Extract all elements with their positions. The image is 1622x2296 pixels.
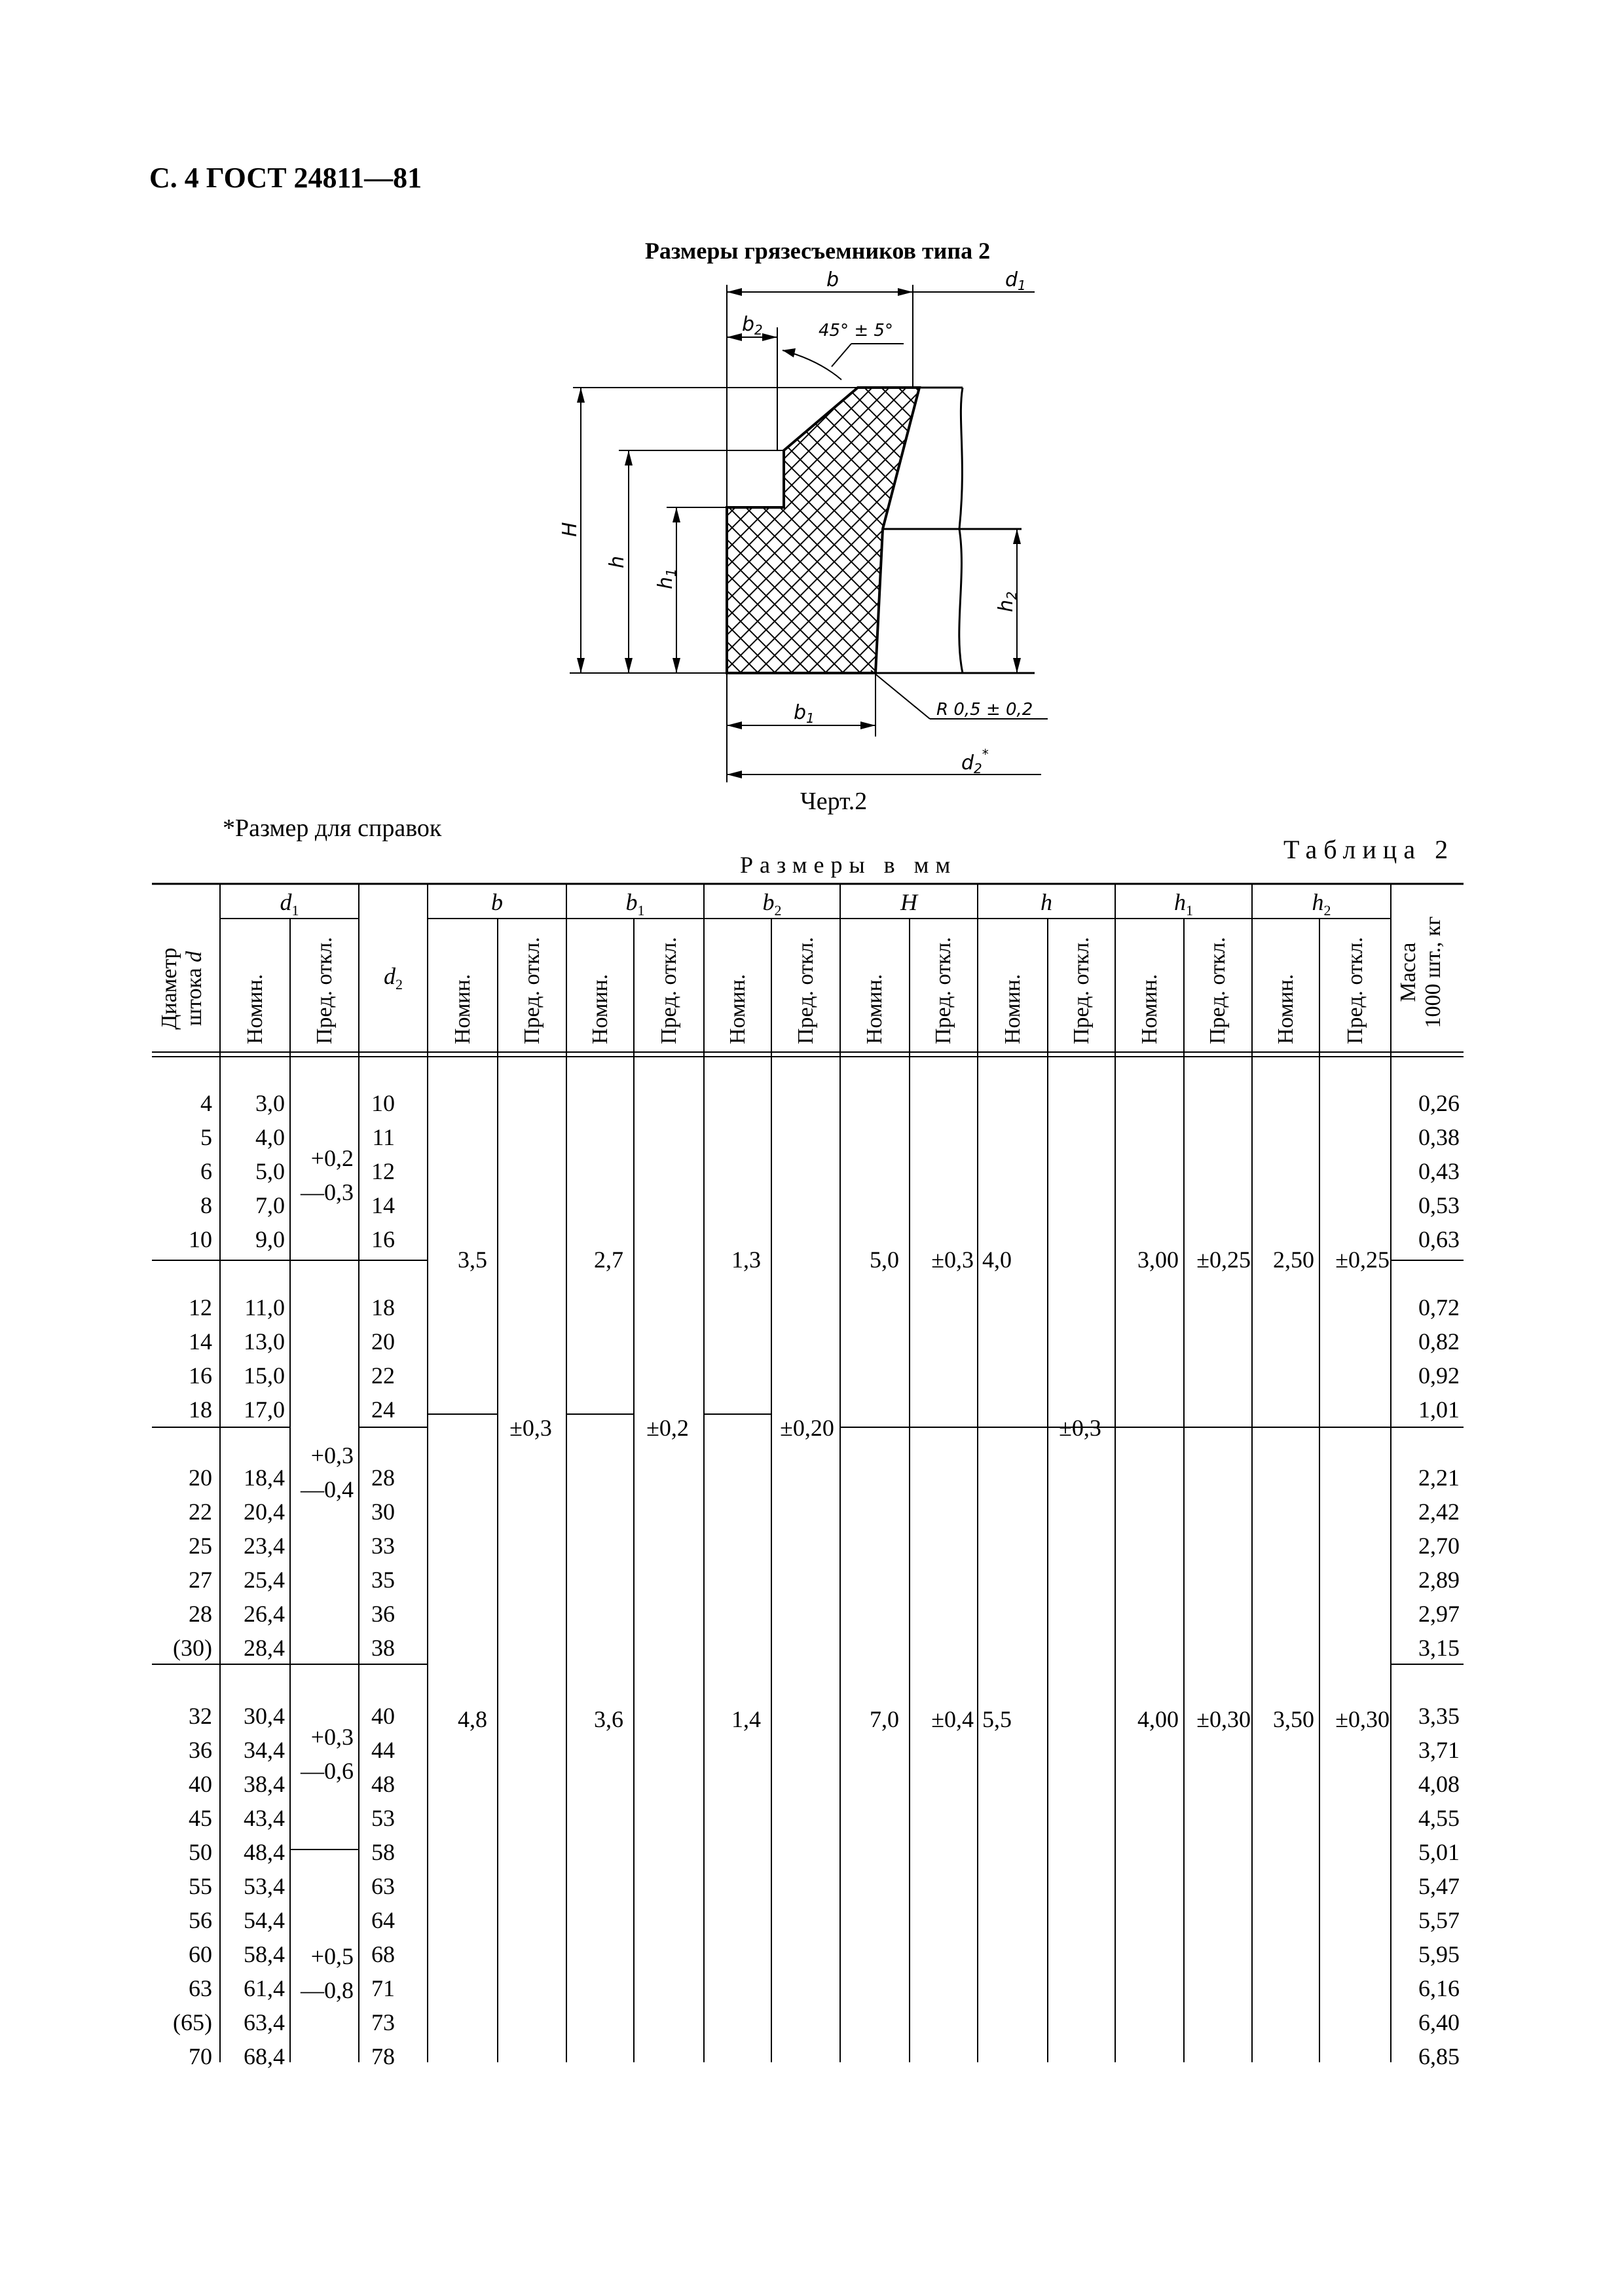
row-d2: 16 xyxy=(371,1226,395,1252)
group2-h2: 3,50 xyxy=(1273,1706,1314,1732)
head-nominal: Номин. xyxy=(1000,974,1025,1044)
row-mass: 2,70 xyxy=(1418,1533,1460,1559)
group1-h2-tol: ±0,25 xyxy=(1335,1247,1390,1273)
row-d1-nominal: 20,4 xyxy=(244,1499,285,1525)
row-diameter: 28 xyxy=(189,1601,212,1627)
row-d2: 71 xyxy=(371,1975,395,2001)
row-diameter: 16 xyxy=(189,1362,212,1389)
group1-b2: 1,3 xyxy=(731,1247,761,1273)
row-mass: 2,89 xyxy=(1418,1567,1460,1593)
row-mass: 3,35 xyxy=(1418,1703,1460,1729)
head-tolerance: Пред. откл. xyxy=(312,937,337,1044)
row-mass: 0,63 xyxy=(1418,1226,1460,1252)
row-mass: 2,21 xyxy=(1418,1465,1460,1491)
group2-h1-tol: ±0,30 xyxy=(1196,1706,1251,1732)
group1-h2: 2,50 xyxy=(1273,1247,1314,1273)
row-d1-nominal: 34,4 xyxy=(244,1737,285,1763)
head-nominal: Номин. xyxy=(242,974,267,1044)
row-diameter: 4 xyxy=(200,1090,212,1116)
row-d2: 48 xyxy=(371,1771,395,1797)
head-diameter: Диаметр штока d xyxy=(157,947,206,1030)
d1-tol-minus: —0,8 xyxy=(301,1977,354,2003)
group1-H: 5,0 xyxy=(870,1247,899,1273)
row-mass: 0,53 xyxy=(1418,1192,1460,1218)
label-h1: $h_1$ xyxy=(654,568,679,589)
row-d2: 14 xyxy=(371,1192,395,1218)
row-d1-nominal: 48,4 xyxy=(244,1839,285,1865)
row-diameter: 70 xyxy=(189,2043,212,2069)
row-d2: 18 xyxy=(371,1294,395,1321)
row-d2: 20 xyxy=(371,1328,395,1355)
row-mass: 6,40 xyxy=(1418,2009,1460,2035)
head-tolerance: Пред. откл. xyxy=(656,937,681,1044)
head-b: b xyxy=(491,889,503,915)
row-diameter: 60 xyxy=(189,1941,212,1967)
row-mass: 1,01 xyxy=(1418,1396,1460,1423)
row-mass: 0,72 xyxy=(1418,1294,1460,1321)
head-nominal: Номин. xyxy=(450,974,475,1044)
head-h2: $h_2$ xyxy=(1312,889,1331,919)
page-header: С. 4 ГОСТ 24811—81 xyxy=(149,162,422,194)
row-d2: 24 xyxy=(371,1396,395,1423)
group2-h: 5,5 xyxy=(982,1706,1012,1732)
row-d1-nominal: 38,4 xyxy=(244,1771,285,1797)
row-diameter: 8 xyxy=(200,1192,212,1218)
tol-h: ±0,3 xyxy=(1059,1415,1101,1441)
label-angle: 45° ± 5° xyxy=(819,321,893,340)
label-h2: $h_2$ xyxy=(995,591,1020,612)
row-d1-nominal: 5,0 xyxy=(255,1158,285,1184)
head-tolerance: Пред. откл. xyxy=(1069,937,1094,1044)
row-diameter: 56 xyxy=(189,1907,212,1933)
row-diameter: 50 xyxy=(189,1839,212,1865)
group2-b1: 3,6 xyxy=(594,1706,623,1732)
row-d2: 68 xyxy=(371,1941,395,1967)
row-d2: 12 xyxy=(371,1158,395,1184)
d1-tol-minus: —0,4 xyxy=(301,1476,354,1503)
group2-H: 7,0 xyxy=(870,1706,899,1732)
d1-tol-plus: +0,5 xyxy=(310,1943,354,1969)
group1-H-tol: ±0,3 xyxy=(931,1247,974,1273)
group2-H-tol: ±0,4 xyxy=(931,1706,974,1732)
row-d2: 63 xyxy=(371,1873,395,1899)
tol-b1: ±0,2 xyxy=(646,1415,689,1441)
head-b2: $b_2$ xyxy=(762,889,782,919)
row-d1-nominal: 26,4 xyxy=(244,1601,285,1627)
head-h: h xyxy=(1041,889,1052,915)
row-d2: 22 xyxy=(371,1362,395,1389)
row-diameter: 18 xyxy=(189,1396,212,1423)
row-d2: 78 xyxy=(371,2043,395,2069)
row-diameter: (30) xyxy=(173,1635,212,1661)
head-tolerance: Пред. откл. xyxy=(519,937,544,1044)
row-diameter: 14 xyxy=(189,1328,212,1355)
row-diameter: 5 xyxy=(200,1124,212,1150)
row-mass: 3,71 xyxy=(1418,1737,1460,1763)
figure-caption: Черт.2 xyxy=(800,788,868,815)
row-mass: 3,15 xyxy=(1418,1635,1460,1661)
row-d1-nominal: 23,4 xyxy=(244,1533,285,1559)
units-note: Размеры в мм xyxy=(740,852,957,878)
row-d1-nominal: 58,4 xyxy=(244,1941,285,1967)
head-h1: $h_1$ xyxy=(1174,889,1193,919)
row-d1-nominal: 4,0 xyxy=(255,1124,285,1150)
row-mass: 0,82 xyxy=(1418,1328,1460,1355)
row-diameter: 6 xyxy=(200,1158,212,1184)
row-d2: 33 xyxy=(371,1533,395,1559)
row-d1-nominal: 15,0 xyxy=(244,1362,285,1389)
head-tolerance: Пред. откл. xyxy=(1206,937,1230,1044)
row-diameter: 45 xyxy=(189,1805,212,1831)
row-d1-nominal: 68,4 xyxy=(244,2043,285,2069)
row-d1-nominal: 17,0 xyxy=(244,1396,285,1423)
row-d2: 35 xyxy=(371,1567,395,1593)
head-nominal: Номин. xyxy=(587,974,612,1044)
label-d2: $d_2^*$ xyxy=(961,746,989,776)
d1-tol-plus: +0,3 xyxy=(310,1442,354,1468)
row-mass: 4,08 xyxy=(1418,1771,1460,1797)
head-tolerance: Пред. откл. xyxy=(793,937,818,1044)
row-mass: 0,43 xyxy=(1418,1158,1460,1184)
row-diameter: (65) xyxy=(173,2009,212,2035)
group1-h: 4,0 xyxy=(982,1247,1012,1273)
row-d2: 53 xyxy=(371,1805,395,1831)
head-mass: Масса 1000 шт., кг xyxy=(1396,916,1445,1029)
group1-b1: 2,7 xyxy=(594,1247,623,1273)
row-diameter: 55 xyxy=(189,1873,212,1899)
head-d2: $d_2$ xyxy=(384,963,403,993)
label-b: b xyxy=(826,268,839,291)
head-nominal: Номин. xyxy=(725,974,750,1044)
group2-h2-tol: ±0,30 xyxy=(1335,1706,1390,1732)
d1-tol-plus: +0,3 xyxy=(310,1724,354,1750)
row-d1-nominal: 11,0 xyxy=(244,1294,285,1321)
row-mass: 2,42 xyxy=(1418,1499,1460,1525)
group1-b: 3,5 xyxy=(458,1247,487,1273)
group2-b: 4,8 xyxy=(458,1706,487,1732)
row-diameter: 25 xyxy=(189,1533,212,1559)
row-d2: 40 xyxy=(371,1703,395,1729)
head-nominal: Номин. xyxy=(1273,974,1298,1044)
label-b2: $b_2$ xyxy=(742,313,763,338)
row-diameter: 12 xyxy=(189,1294,212,1321)
group2-h1: 4,00 xyxy=(1137,1706,1179,1732)
head-tolerance: Пред. откл. xyxy=(931,937,955,1044)
row-diameter: 10 xyxy=(189,1226,212,1252)
head-b1: $b_1$ xyxy=(625,889,645,919)
row-d1-nominal: 25,4 xyxy=(244,1567,285,1593)
row-d1-nominal: 9,0 xyxy=(255,1226,285,1252)
row-mass: 0,92 xyxy=(1418,1362,1460,1389)
d1-tol-minus: —0,3 xyxy=(301,1179,354,1205)
row-diameter: 22 xyxy=(189,1499,212,1525)
d1-tol-plus: +0,2 xyxy=(310,1145,354,1171)
row-mass: 5,95 xyxy=(1418,1941,1460,1967)
d1-tol-minus: —0,6 xyxy=(301,1758,354,1784)
row-d1-nominal: 28,4 xyxy=(244,1635,285,1661)
row-diameter: 40 xyxy=(189,1771,212,1797)
row-d2: 10 xyxy=(371,1090,395,1116)
row-diameter: 63 xyxy=(189,1975,212,2001)
label-b1: $b_1$ xyxy=(794,701,815,726)
row-d2: 44 xyxy=(371,1737,395,1763)
row-mass: 5,47 xyxy=(1418,1873,1460,1899)
row-d1-nominal: 63,4 xyxy=(244,2009,285,2035)
head-H: H xyxy=(900,889,917,915)
group2-b2: 1,4 xyxy=(731,1706,761,1732)
row-mass: 2,97 xyxy=(1418,1601,1460,1627)
row-diameter: 27 xyxy=(189,1567,212,1593)
row-d2: 64 xyxy=(371,1907,395,1933)
row-mass: 6,85 xyxy=(1418,2043,1460,2069)
head-nominal: Номин. xyxy=(862,974,887,1044)
table-label: Таблица 2 xyxy=(1283,835,1455,864)
row-d1-nominal: 3,0 xyxy=(255,1090,285,1116)
row-d2: 58 xyxy=(371,1839,395,1865)
row-mass: 4,55 xyxy=(1418,1805,1460,1831)
head-nominal: Номин. xyxy=(1137,974,1162,1044)
tol-b2: ±0,20 xyxy=(780,1415,834,1441)
head-tolerance: Пред. откл. xyxy=(1342,937,1367,1044)
tol-b: ±0,3 xyxy=(509,1415,552,1441)
row-d2: 73 xyxy=(371,2009,395,2035)
row-d1-nominal: 54,4 xyxy=(244,1907,285,1933)
row-mass: 0,38 xyxy=(1418,1124,1460,1150)
group1-h1-tol: ±0,25 xyxy=(1196,1247,1251,1273)
row-d2: 30 xyxy=(371,1499,395,1525)
figure-title: Размеры грязесъемников типа 2 xyxy=(644,238,991,264)
row-d2: 28 xyxy=(371,1465,395,1491)
head-d1: $d_1$ xyxy=(280,889,299,919)
row-d2: 38 xyxy=(371,1635,395,1661)
label-h: h xyxy=(606,555,629,568)
row-d1-nominal: 7,0 xyxy=(255,1192,285,1218)
row-d1-nominal: 30,4 xyxy=(244,1703,285,1729)
row-diameter: 20 xyxy=(189,1465,212,1491)
row-d1-nominal: 61,4 xyxy=(244,1975,285,2001)
row-d1-nominal: 13,0 xyxy=(244,1328,285,1355)
row-d1-nominal: 43,4 xyxy=(244,1805,285,1831)
row-diameter: 36 xyxy=(189,1737,212,1763)
row-mass: 6,16 xyxy=(1418,1975,1460,2001)
group1-h1: 3,00 xyxy=(1137,1247,1179,1273)
row-d1-nominal: 18,4 xyxy=(244,1465,285,1491)
row-mass: 5,01 xyxy=(1418,1839,1460,1865)
row-d2: 11 xyxy=(372,1124,395,1150)
row-d2: 36 xyxy=(371,1601,395,1627)
row-mass: 5,57 xyxy=(1418,1907,1460,1933)
row-diameter: 32 xyxy=(189,1703,212,1729)
label-H: H xyxy=(559,522,581,537)
footnote: *Размер для справок xyxy=(223,814,442,842)
label-radius: R 0,5 ± 0,2 xyxy=(936,700,1033,720)
label-d1: $d_1$ xyxy=(1005,268,1026,293)
row-mass: 0,26 xyxy=(1418,1090,1460,1116)
row-d1-nominal: 53,4 xyxy=(244,1873,285,1899)
